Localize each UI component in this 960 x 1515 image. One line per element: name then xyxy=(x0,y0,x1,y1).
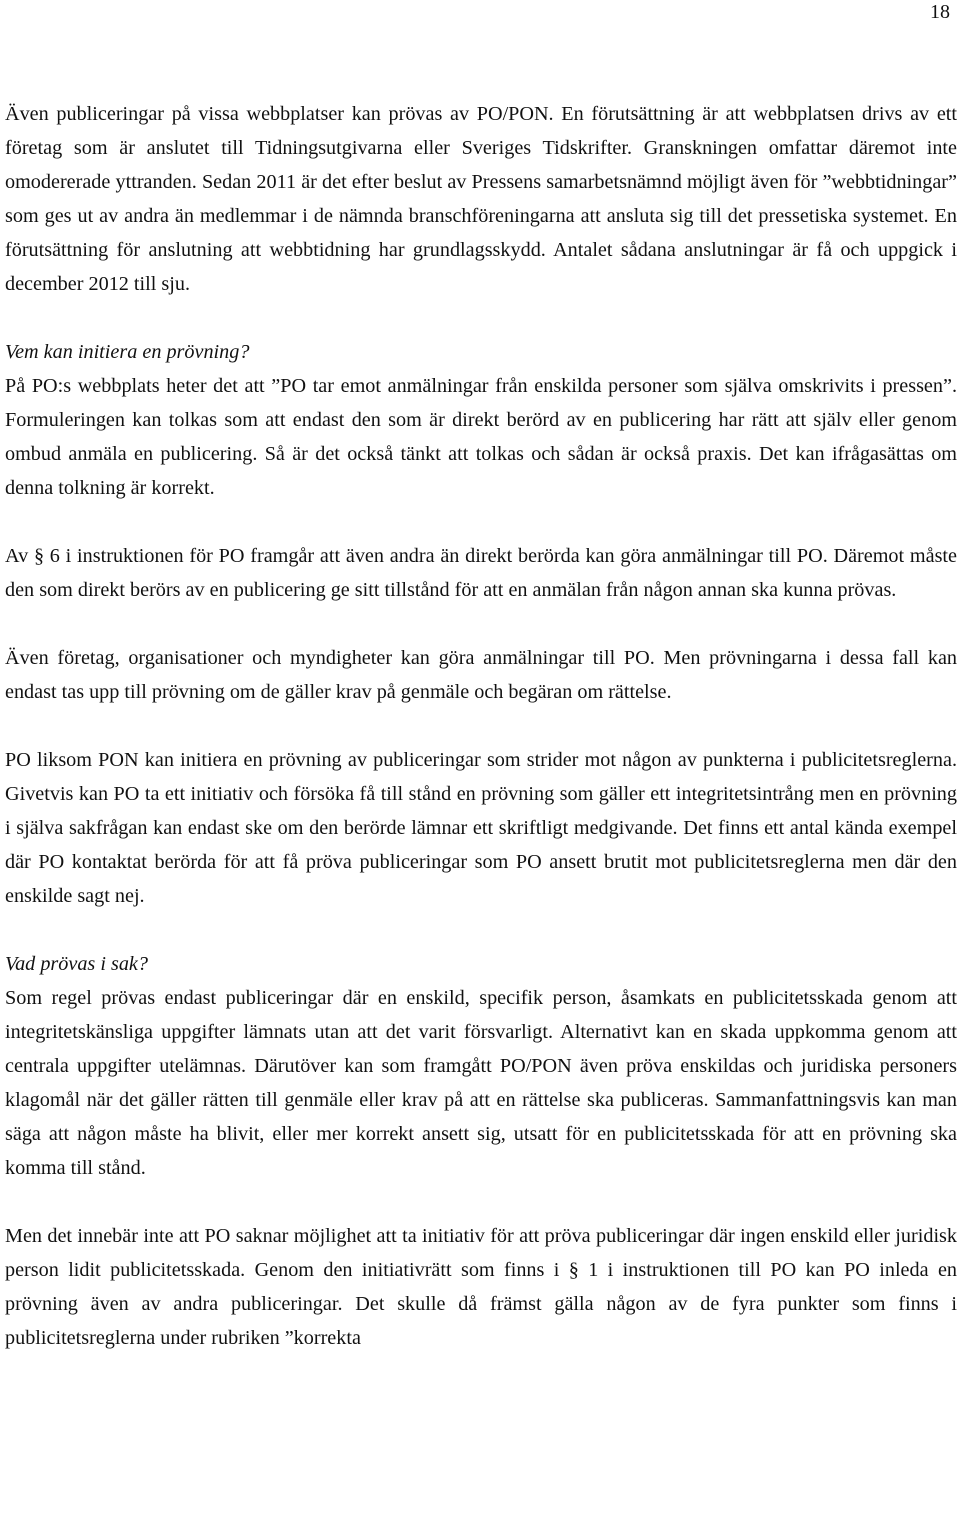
heading-what-is-examined: Vad prövas i sak? xyxy=(5,953,148,975)
paragraph-po-pon-initiative: PO liksom PON kan initiera en prövning av publiceringar som strider mot någon av punkterna i publicitetsreglerna. Givetvis kan PO ta ett initiativ och försöka få till stånd en prövning som gäller ett integritetsintrång men en prövning i själva sakfrågan kan endast ske om den berörde lämnar ett skriftligt medgivande. Det finns ett antal kända exempel där PO kontaktat berörda för att få pröva publiceringar som PO ansett brutit mot publicitetsreglerna men där den enskilde sagt nej. xyxy=(5,749,957,907)
paragraph-instruction-6: Av § 6 i instruktionen för PO framgår att även andra än direkt berörda kan göra anmälningar till PO. Däremot måste den som direkt berörs av en publicering ge sitt tillstånd för att en anmälan från någon annan ska kunna prövas. xyxy=(5,545,957,601)
paragraph-web-publications: Även publiceringar på vissa webbplatser kan prövas av PO/PON. En förutsättning är att webbplatsen drivs av ett företag som är anslutet till Tidningsutgivarna eller Sveriges Tidskrifter. Granskningen omfattar däremot inte omodererade yttranden. Sedan 2011 är det efter beslut av Pressens samarbetsnämnd möjligt även för ”webbtidningar” som ges ut av andra än medlemmar i de nämnda branschföreningarna att ansluta sig till det pressetiska systemet. En förutsättning för anslutning att webbtidning har grundlagsskydd. Antalet sådana anslutningar är få och uppgick i december 2012 till sju. xyxy=(5,103,957,295)
heading-who-can-initiate: Vem kan initiera en prövning? xyxy=(5,341,250,363)
paragraph-companies-organisations: Även företag, organisationer och myndigheter kan göra anmälningar till PO. Men prövningarna i dessa fall kan endast tas upp till prövning om de gäller krav på genmäle och begäran om rättelse. xyxy=(5,647,957,703)
paragraph-initiative-right: Men det innebär inte att PO saknar möjlighet att ta initiativ för att pröva publiceringar där ingen enskild eller juridisk person lidit publicitetsskada. Genom den initiativrätt som finns i § 1 i instruktionen till PO kan PO inleda en prövning även av andra publiceringar. Det skulle då främst gälla någon av de fyra punkter som finns i publicitetsreglerna under rubriken ”korrekta xyxy=(5,1225,957,1349)
page-number: 18 xyxy=(930,1,950,23)
paragraph-po-website: På PO:s webbplats heter det att ”PO tar emot anmälningar från enskilda personer som själva omskrivits i pressen”. Formuleringen kan tolkas som att endast den som är direkt berörd av en publicering har rätt att själv eller genom ombud anmäla en publicering. Så är det också tänkt att tolkas och sådan är också praxis. Det kan ifrågasättas om denna tolkning är korrekt. xyxy=(5,375,957,499)
document-body xyxy=(5,97,957,1355)
paragraph-rule-examination: Som regel prövas endast publiceringar där en enskild, specifik person, åsamkats en publicitetsskada genom att integritetskänsliga uppgifter lämnats utan att det varit försvarligt. Alternativt kan en skada uppkomma genom att centrala uppgifter utelämnas. Därutöver kan som framgått PO/PON även pröva enskildas och juridiska personers klagomål när det gäller rätten till genmäle eller krav på att en rättelse ska publiceras. Sammanfattningsvis kan man säga att någon måste ha blivit, eller mer korrekt ansett sig, utsatt för en publicitetsskada för att en prövning ska komma till stånd. xyxy=(5,987,957,1179)
